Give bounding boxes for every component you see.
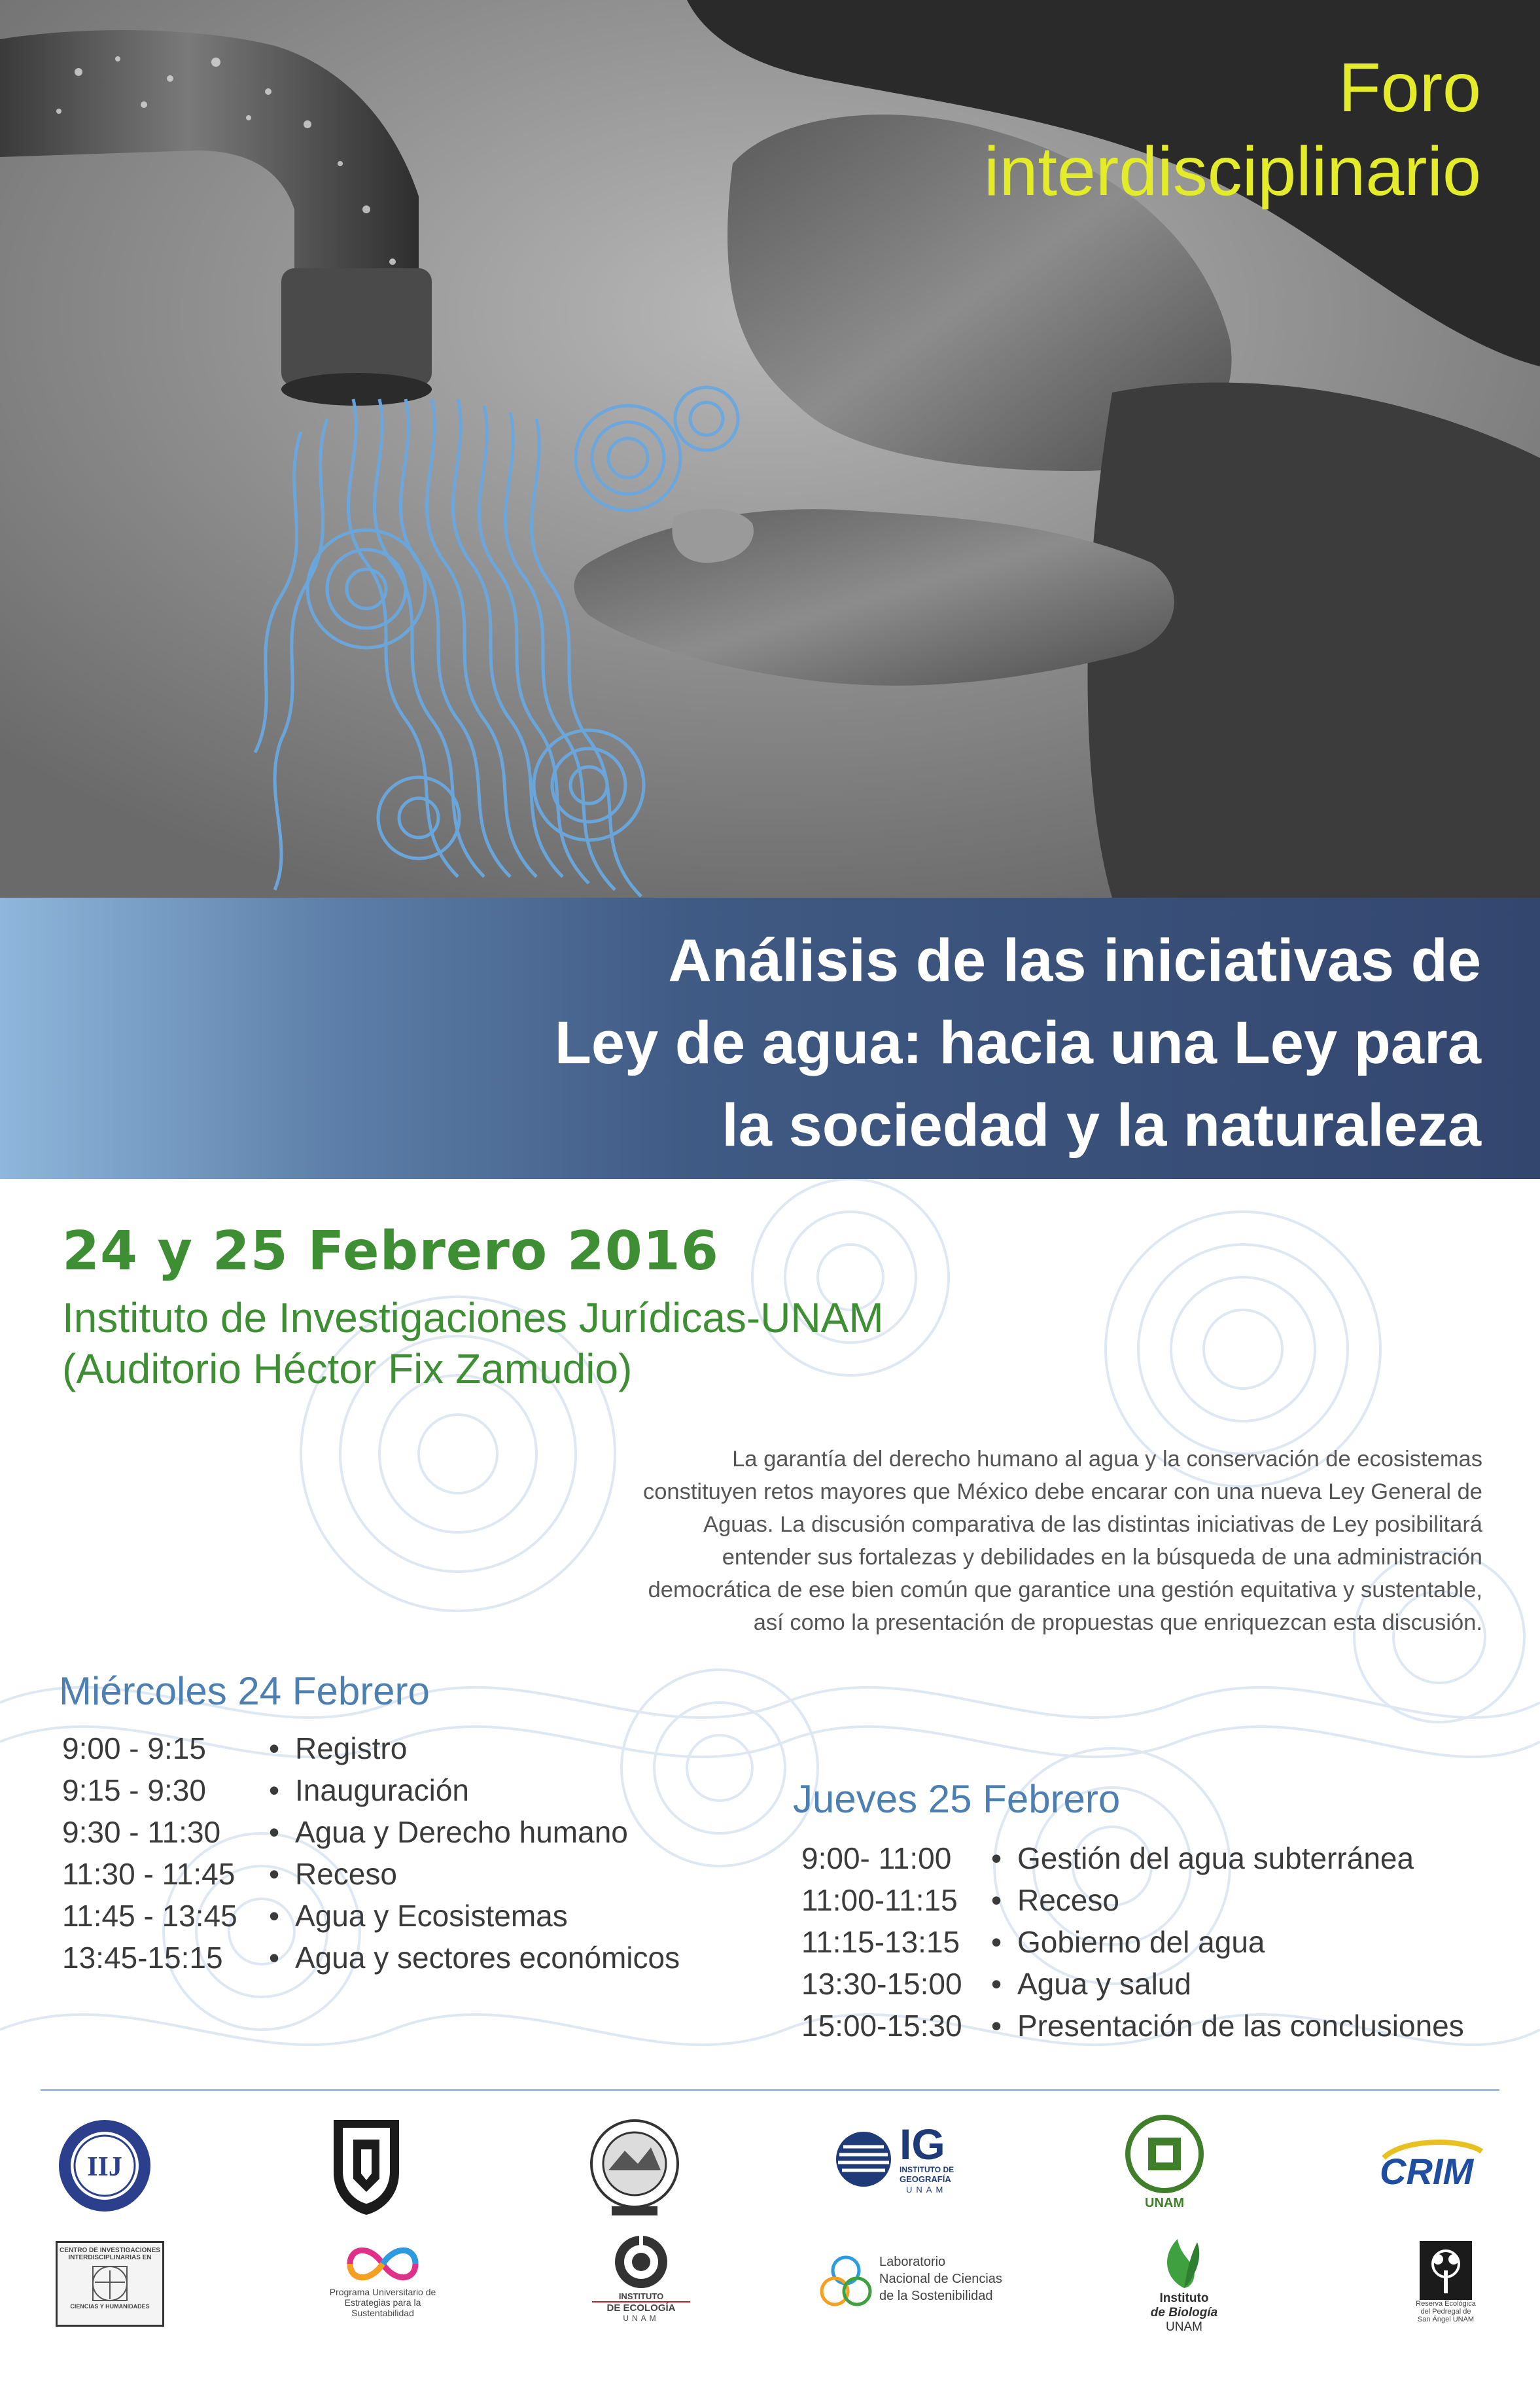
thursday-heading: Jueves 25 Febrero — [793, 1777, 1121, 1821]
ecologia-line2: DE ECOLOGÍA — [592, 2301, 690, 2314]
reserva-logo — [1410, 2241, 1482, 2346]
ig-text-2: GEOGRAFÍA — [900, 2174, 951, 2184]
schedule-topic: Receso — [295, 1857, 397, 1891]
event-description — [567, 1443, 1482, 1639]
crim-logo — [1377, 2138, 1488, 2191]
biologia-line3: UNAM — [1166, 2320, 1202, 2334]
ecologia-line3: UNAM — [623, 2314, 659, 2323]
schedule-row — [62, 1937, 680, 1979]
forum-title-line1: Foro — [1339, 49, 1481, 126]
venue-line1: Instituto de Investigaciones Jurídicas-UNAM — [62, 1294, 884, 1341]
bullet: • — [269, 1899, 280, 1933]
schedule-row — [62, 1895, 680, 1937]
biologia-logo — [1135, 2232, 1233, 2344]
bullet: • — [991, 2009, 1002, 2043]
schedule-topic: Agua y Derecho humano — [295, 1815, 628, 1849]
event-date: 24 y 25 Febrero 2016 — [62, 1220, 719, 1282]
ig-logo — [834, 2120, 978, 2202]
bullet: • — [269, 1773, 280, 1807]
ecologia-logo — [586, 2232, 697, 2331]
bullet: • — [269, 1731, 280, 1765]
description-line: constituyen retos mayores que México debe encarar con una nueva Ley General de — [642, 1479, 1482, 1504]
description-line: democrática de ese bien común que garantice una gestión equitativa y sustentable, — [648, 1578, 1482, 1602]
bullet: • — [269, 1857, 280, 1891]
schedule-time: 13:45-15:15 — [62, 1941, 223, 1975]
biologia-line1: Instituto — [1159, 2291, 1209, 2305]
svg-text:IIJ: IIJ — [87, 2152, 122, 2182]
event-venue — [62, 1292, 884, 1394]
bullet: • — [991, 1883, 1002, 1917]
schedule-time: 9:15 - 9:30 — [62, 1773, 206, 1807]
event-title — [555, 919, 1481, 1167]
lancis-line3: de la Sostenibilidad — [879, 2289, 993, 2303]
unam-green-badge — [1122, 2115, 1207, 2213]
schedule-time: 15:00-15:30 — [801, 2009, 962, 2043]
schedule-time: 9:30 - 11:30 — [62, 1815, 221, 1849]
green-emblem-icon — [1122, 2115, 1207, 2193]
crim-text: CRIM — [1380, 2151, 1474, 2192]
leaf-icon — [1158, 2232, 1210, 2291]
reserva-line1: Reserva Ecológica — [1416, 2300, 1476, 2308]
bullet: • — [269, 1941, 280, 1975]
puees-line1: Programa Universitario de — [329, 2287, 436, 2297]
event-title-line3: la sociedad y la naturaleza — [722, 1092, 1481, 1159]
unam-badge-label: UNAM — [1145, 2196, 1184, 2210]
wednesday-heading: Miércoles 24 Febrero — [59, 1669, 430, 1713]
schedule-topic: Gobierno del agua — [1017, 1925, 1265, 1959]
schedule-row — [62, 1727, 680, 1769]
schedule-topic: Agua y salud — [1017, 1967, 1191, 2001]
globe-icon — [834, 2130, 893, 2189]
schedule-topic: Receso — [1017, 1883, 1119, 1917]
schedule-row — [62, 1769, 680, 1811]
schedule-row — [801, 1921, 1464, 1963]
puees-line3: Sustentabilidad — [351, 2308, 414, 2318]
unam-shield-icon — [327, 2113, 406, 2218]
schedule-time: 11:30 - 11:45 — [62, 1857, 236, 1891]
puees-line2: Estrategias para la — [344, 2297, 421, 2308]
lancis-logo — [816, 2251, 1013, 2323]
schedule-row — [62, 1853, 680, 1895]
schedule-time: 11:15-13:15 — [801, 1925, 960, 1959]
bullet: • — [991, 1925, 1002, 1959]
description-line: entender sus fortalezas y debilidades en la búsqueda de una administración — [722, 1545, 1482, 1570]
event-title-line1: Análisis de las iniciativas de — [668, 927, 1481, 994]
schedule-row — [62, 1811, 680, 1853]
hero-photo — [0, 0, 1540, 898]
logo-divider — [41, 2089, 1499, 2091]
schedule-topic: Gestión del agua subterránea — [1017, 1841, 1414, 1875]
thursday-schedule — [801, 1837, 1464, 2047]
schedule-row — [801, 1963, 1464, 2005]
schedule-topic: Presentación de las conclusiones — [1017, 2009, 1464, 2043]
bullet: • — [991, 1841, 1002, 1875]
bullet: • — [269, 1815, 280, 1849]
tree-icon — [1420, 2241, 1472, 2300]
description-line: así como la presentación de propuestas que enriquezcan esta discusión. — [753, 1610, 1482, 1635]
schedule-row — [801, 2005, 1464, 2047]
ig-letters: IG — [900, 2120, 945, 2168]
schedule-topic: Registro — [295, 1731, 408, 1765]
schedule-time: 11:45 - 13:45 — [62, 1899, 237, 1933]
lancis-line1: Laboratorio — [879, 2255, 946, 2269]
ceiich-logo — [56, 2241, 164, 2327]
ceiich-line3: CIENCIAS Y HUMANIDADES — [70, 2303, 150, 2310]
reserva-line3: San Ángel UNAM — [1417, 2316, 1475, 2323]
ceiich-line1: CENTRO DE INVESTIGACIONES — [60, 2247, 160, 2254]
ecologia-emblem-icon — [612, 2232, 671, 2291]
wednesday-schedule — [62, 1727, 680, 1979]
forum-title — [984, 46, 1481, 213]
reserva-line2: del Pedregal de — [1420, 2308, 1471, 2316]
lancis-text — [879, 2253, 1002, 2304]
description-line: La garantía del derecho humano al agua y la conservación de ecosistemas — [732, 1447, 1482, 1472]
seal-emblem-icon — [586, 2115, 684, 2219]
schedule-topic: Agua y Ecosistemas — [295, 1899, 568, 1933]
bullet: • — [991, 1967, 1002, 2001]
schedule-topic: Agua y sectores económicos — [295, 1941, 680, 1975]
description-line: Aguas. La discusión comparativa de las distintas iniciativas de Ley posibilitará — [703, 1512, 1482, 1537]
schedule-time: 9:00 - 9:15 — [62, 1731, 206, 1765]
event-title-line2: Ley de agua: hacia una Ley para — [554, 1010, 1481, 1076]
ceiich-line2: INTERDISCIPLINARIAS EN — [68, 2254, 152, 2261]
venue-line2: (Auditorio Héctor Fix Zamudio) — [62, 1345, 633, 1392]
schedule-topic: Inauguración — [295, 1773, 469, 1807]
ig-text-1: INSTITUTO DE — [900, 2165, 954, 2174]
schedule-row — [801, 1879, 1464, 1921]
puees-logo — [324, 2241, 442, 2333]
schedule-time: 9:00- 11:00 — [801, 1841, 952, 1875]
ecologia-line1: INSTITUTO — [618, 2291, 664, 2301]
schedule-time: 13:30-15:00 — [801, 1967, 962, 2001]
lancis-line2: Nacional de Ciencias — [879, 2272, 1002, 2286]
infinity-icon — [343, 2241, 422, 2287]
schedule-row — [801, 1837, 1464, 1879]
biologia-line2: de Biología — [1150, 2306, 1218, 2319]
ig-text-3: UNAM — [906, 2185, 947, 2195]
lancis-circles-icon — [816, 2251, 875, 2316]
iij-seal-icon — [56, 2117, 154, 2215]
schedule-time: 11:00-11:15 — [801, 1883, 958, 1917]
vitruvian-icon — [61, 2264, 159, 2303]
forum-title-line2: interdisciplinario — [983, 133, 1481, 210]
